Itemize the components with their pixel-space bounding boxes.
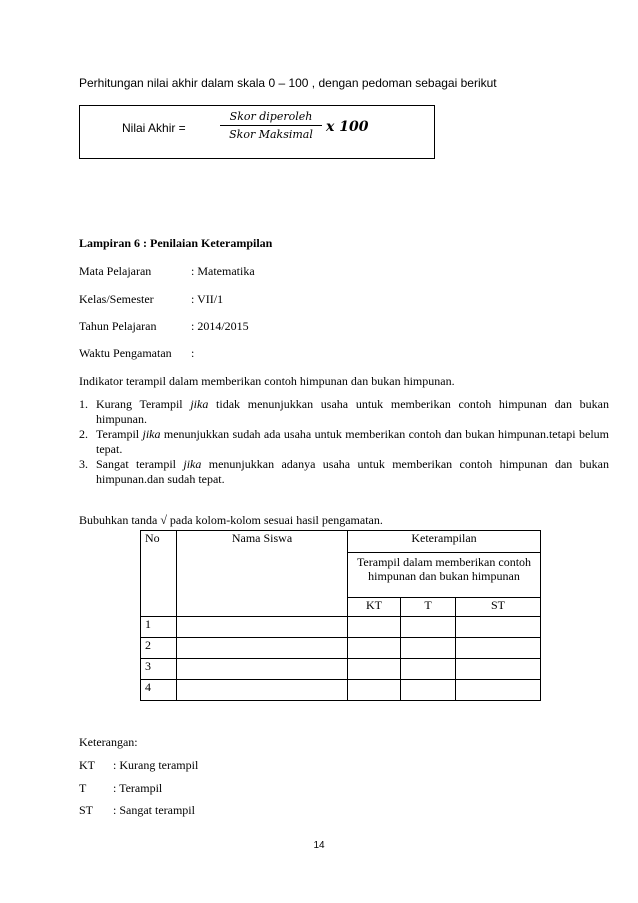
header-st: ST [456,598,541,617]
criterion-pre: Terampil [96,427,143,441]
legend-item-st [79,803,195,818]
cell-kt[interactable] [348,659,401,680]
field-value: : Matematika [191,264,255,278]
cell-nama[interactable] [177,638,348,659]
criterion-text [96,457,609,487]
cell-nama[interactable] [177,617,348,638]
criterion-text [96,427,609,457]
cell-kt[interactable] [348,680,401,701]
formula-numerator: Skor diperoleh [229,110,313,123]
field-label: Kelas/Semester [79,292,154,306]
header-no: No [141,531,177,617]
field-label: Tahun Pelajaran [79,319,157,333]
formula-multiplier: x 100 [326,119,369,135]
cell-st[interactable] [456,638,541,659]
legend-code: KT [79,758,95,772]
criterion-number: 1. [79,397,88,411]
intro-text: Perhitungan nilai akhir dalam skala 0 – 100 , dengan pedoman sebagai berikut [79,76,497,90]
criterion-em: jika [183,457,202,471]
cell-st[interactable] [456,680,541,701]
legend-desc: : Sangat terampil [113,803,195,817]
header-t: T [401,598,456,617]
criterion-item [79,457,609,487]
criterion-text [96,397,609,427]
legend-desc: : Kurang terampil [113,758,199,772]
header-skill-desc: Terampil dalam memberikan contoh himpunan dan bukan himpunan [348,553,541,598]
field-kelas-semester [79,292,223,307]
table-row [141,659,541,680]
header-kt: KT [348,598,401,617]
assessment-table [140,530,541,701]
criterion-item [79,397,609,427]
legend-item-t [79,781,162,796]
formula-fraction [220,110,322,141]
field-value: : [191,346,195,360]
page-number: 14 [313,840,325,851]
table-row [141,638,541,659]
criterion-pre: Kurang Terampil [96,397,191,411]
field-label: Waktu Pengamatan [79,346,172,360]
header-keterampilan: Keterampilan [348,531,541,553]
section-heading: Lampiran 6 : Penilaian Keterampilan [79,236,273,250]
legend-desc: : Terampil [113,781,163,795]
instruction-text: Bubuhkan tanda √ pada kolom-kolom sesuai hasil pengamatan. [79,513,383,527]
criterion-post: tidak menunjukkan usaha untuk memberikan contoh himpunan dan bukan himpunan. [96,397,609,426]
table-row [141,680,541,701]
cell-t[interactable] [401,680,456,701]
cell-nama[interactable] [177,680,348,701]
criterion-pre: Sangat terampil [96,457,184,471]
legend-item-kt [79,758,198,773]
formula-denominator: Skor Maksimal [229,128,313,141]
criterion-post: menunjukkan adanya usaha untuk memberikan contoh himpunan dan bukan himpunan.dan sudah tepat. [96,457,609,486]
row-number: 1 [141,617,177,638]
legend-code: ST [79,803,94,817]
field-value: : 2014/2015 [191,319,249,333]
criterion-em: jika [190,397,209,411]
criterion-number: 3. [79,457,88,471]
cell-t[interactable] [401,659,456,680]
cell-kt[interactable] [348,638,401,659]
field-label: Mata Pelajaran [79,264,152,278]
field-waktu-pengamatan [79,346,194,361]
criterion-em: jika [142,427,161,441]
cell-st[interactable] [456,659,541,680]
field-value: : VII/1 [191,292,224,306]
table-row [141,617,541,638]
cell-t[interactable] [401,617,456,638]
criterion-number: 2. [79,427,88,441]
cell-kt[interactable] [348,617,401,638]
fraction-line [220,125,322,126]
criterion-post: menunjukkan sudah ada usaha untuk memberikan contoh dan bukan himpunan.tetapi belum tepat. [96,427,609,456]
legend-code: T [79,781,87,795]
row-number: 3 [141,659,177,680]
cell-nama[interactable] [177,659,348,680]
keterangan-title: Keterangan: [79,735,138,749]
cell-t[interactable] [401,638,456,659]
field-tahun-pelajaran [79,319,249,334]
criterion-item [79,427,609,457]
row-number: 2 [141,638,177,659]
cell-st[interactable] [456,617,541,638]
indicator-text: Indikator terampil dalam memberikan contoh himpunan dan bukan himpunan. [79,374,455,388]
formula-label: Nilai Akhir = [122,121,186,135]
field-mata-pelajaran [79,264,255,279]
header-nama-siswa: Nama Siswa [177,531,348,617]
row-number: 4 [141,680,177,701]
